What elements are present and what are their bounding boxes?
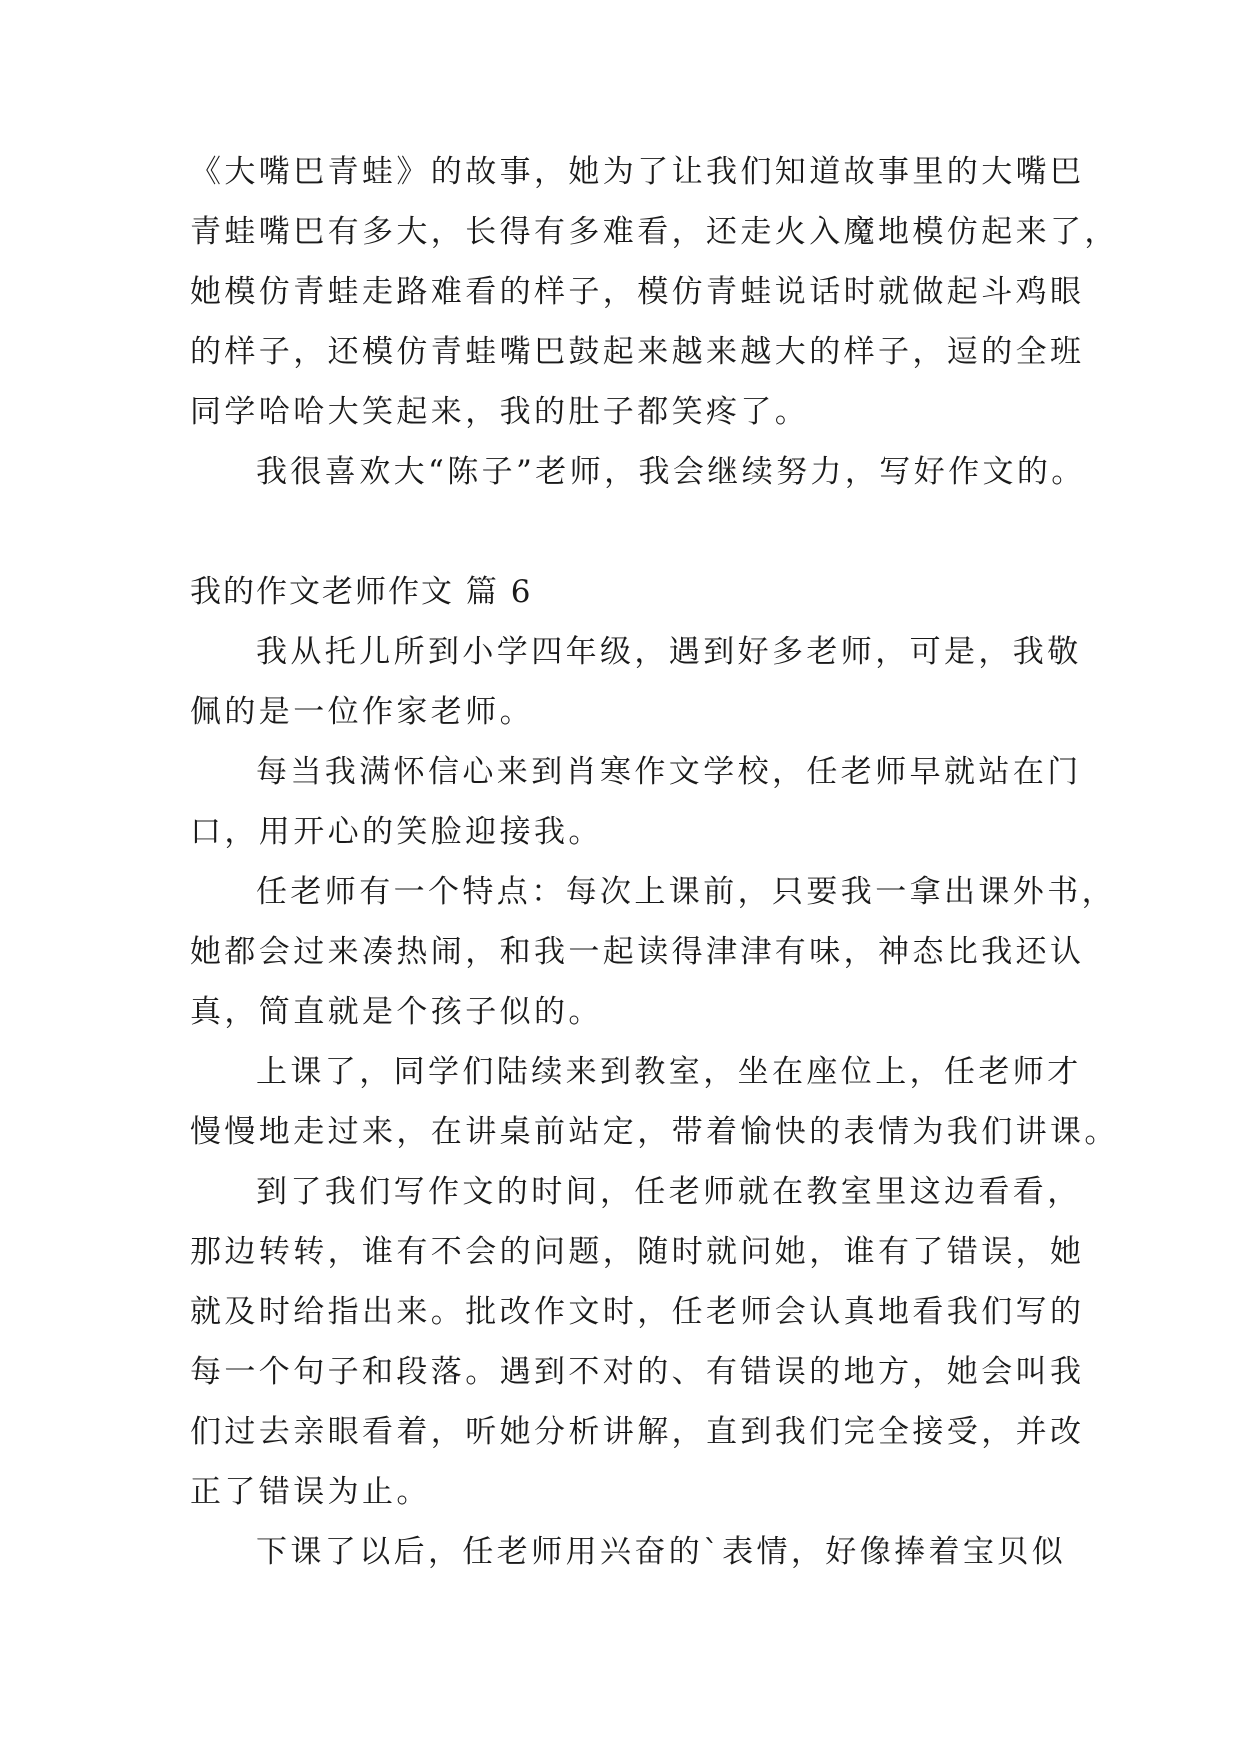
paragraph: 我很喜欢大“陈子”老师，我会继续努力，写好作文的。 (256, 454, 1086, 490)
paragraph (190, 742, 1082, 862)
paragraph (190, 1522, 1067, 1582)
paragraph (190, 1042, 1119, 1162)
section-title: 我的作文老师作文 篇 6 (190, 574, 533, 610)
text-line: 就及时给指出来。批改作文时，任老师会认真地看我们写的 (190, 1294, 1085, 1330)
text-line: 慢慢地走过来，在讲桌前站定，带着愉快的表情为我们讲课。 (190, 1114, 1119, 1150)
text-line: 每一个句子和段落。遇到不对的、有错误的地方，她会叫我 (190, 1354, 1085, 1390)
text-line: 们过去亲眼看着，听她分析讲解，直到我们完全接受，并改 (190, 1414, 1085, 1450)
text-line: 那边转转，谁有不会的问题，随时就问她，谁有了错误，她 (190, 1234, 1085, 1270)
text-line: 正了错误为止。 (190, 1474, 431, 1510)
paragraph-continued (190, 142, 1119, 442)
text-line: 我从托儿所到小学四年级，遇到好多老师，可是，我敬 (256, 634, 1082, 670)
text-line: 青蛙嘴巴有多大，长得有多难看，还走火入魔地模仿起来了， (190, 214, 1119, 250)
text-line: 真，简直就是个孩子似的。 (190, 994, 603, 1030)
text-line: 佩的是一位作家老师。 (190, 694, 534, 730)
text-line: 的样子，还模仿青蛙嘴巴鼓起来越来越大的样子，逗的全班 (190, 334, 1085, 370)
paragraph (190, 622, 1082, 742)
text-line: 同学哈哈大笑起来，我的肚子都笑疼了。 (190, 394, 810, 430)
text-line: 她都会过来凑热闹，和我一起读得津津有味，神态比我还认 (190, 934, 1085, 970)
text-line: 口，用开心的笑脸迎接我。 (190, 814, 603, 850)
top-text-section (190, 142, 1119, 502)
section-body (190, 622, 1119, 1582)
paragraph (190, 862, 1116, 1042)
text-line: 任老师有一个特点：每次上课前，只要我一拿出课外书， (256, 874, 1116, 910)
text-line: 每当我满怀信心来到肖寒作文学校，任老师早就站在门 (256, 754, 1082, 790)
paragraph (190, 1162, 1085, 1522)
text-line: 到了我们写作文的时间，任老师就在教室里这边看看， (256, 1174, 1082, 1210)
text-line: 下课了以后，任老师用兴奋的`表情，好像捧着宝贝似 (256, 1534, 1067, 1570)
text-line: 上课了，同学们陆续来到教室，坐在座位上，任老师才 (256, 1054, 1082, 1090)
text-line: 《大嘴巴青蛙》的故事，她为了让我们知道故事里的大嘴巴 (190, 154, 1085, 190)
text-line: 她模仿青蛙走路难看的样子，模仿青蛙说话时就做起斗鸡眼 (190, 274, 1085, 310)
